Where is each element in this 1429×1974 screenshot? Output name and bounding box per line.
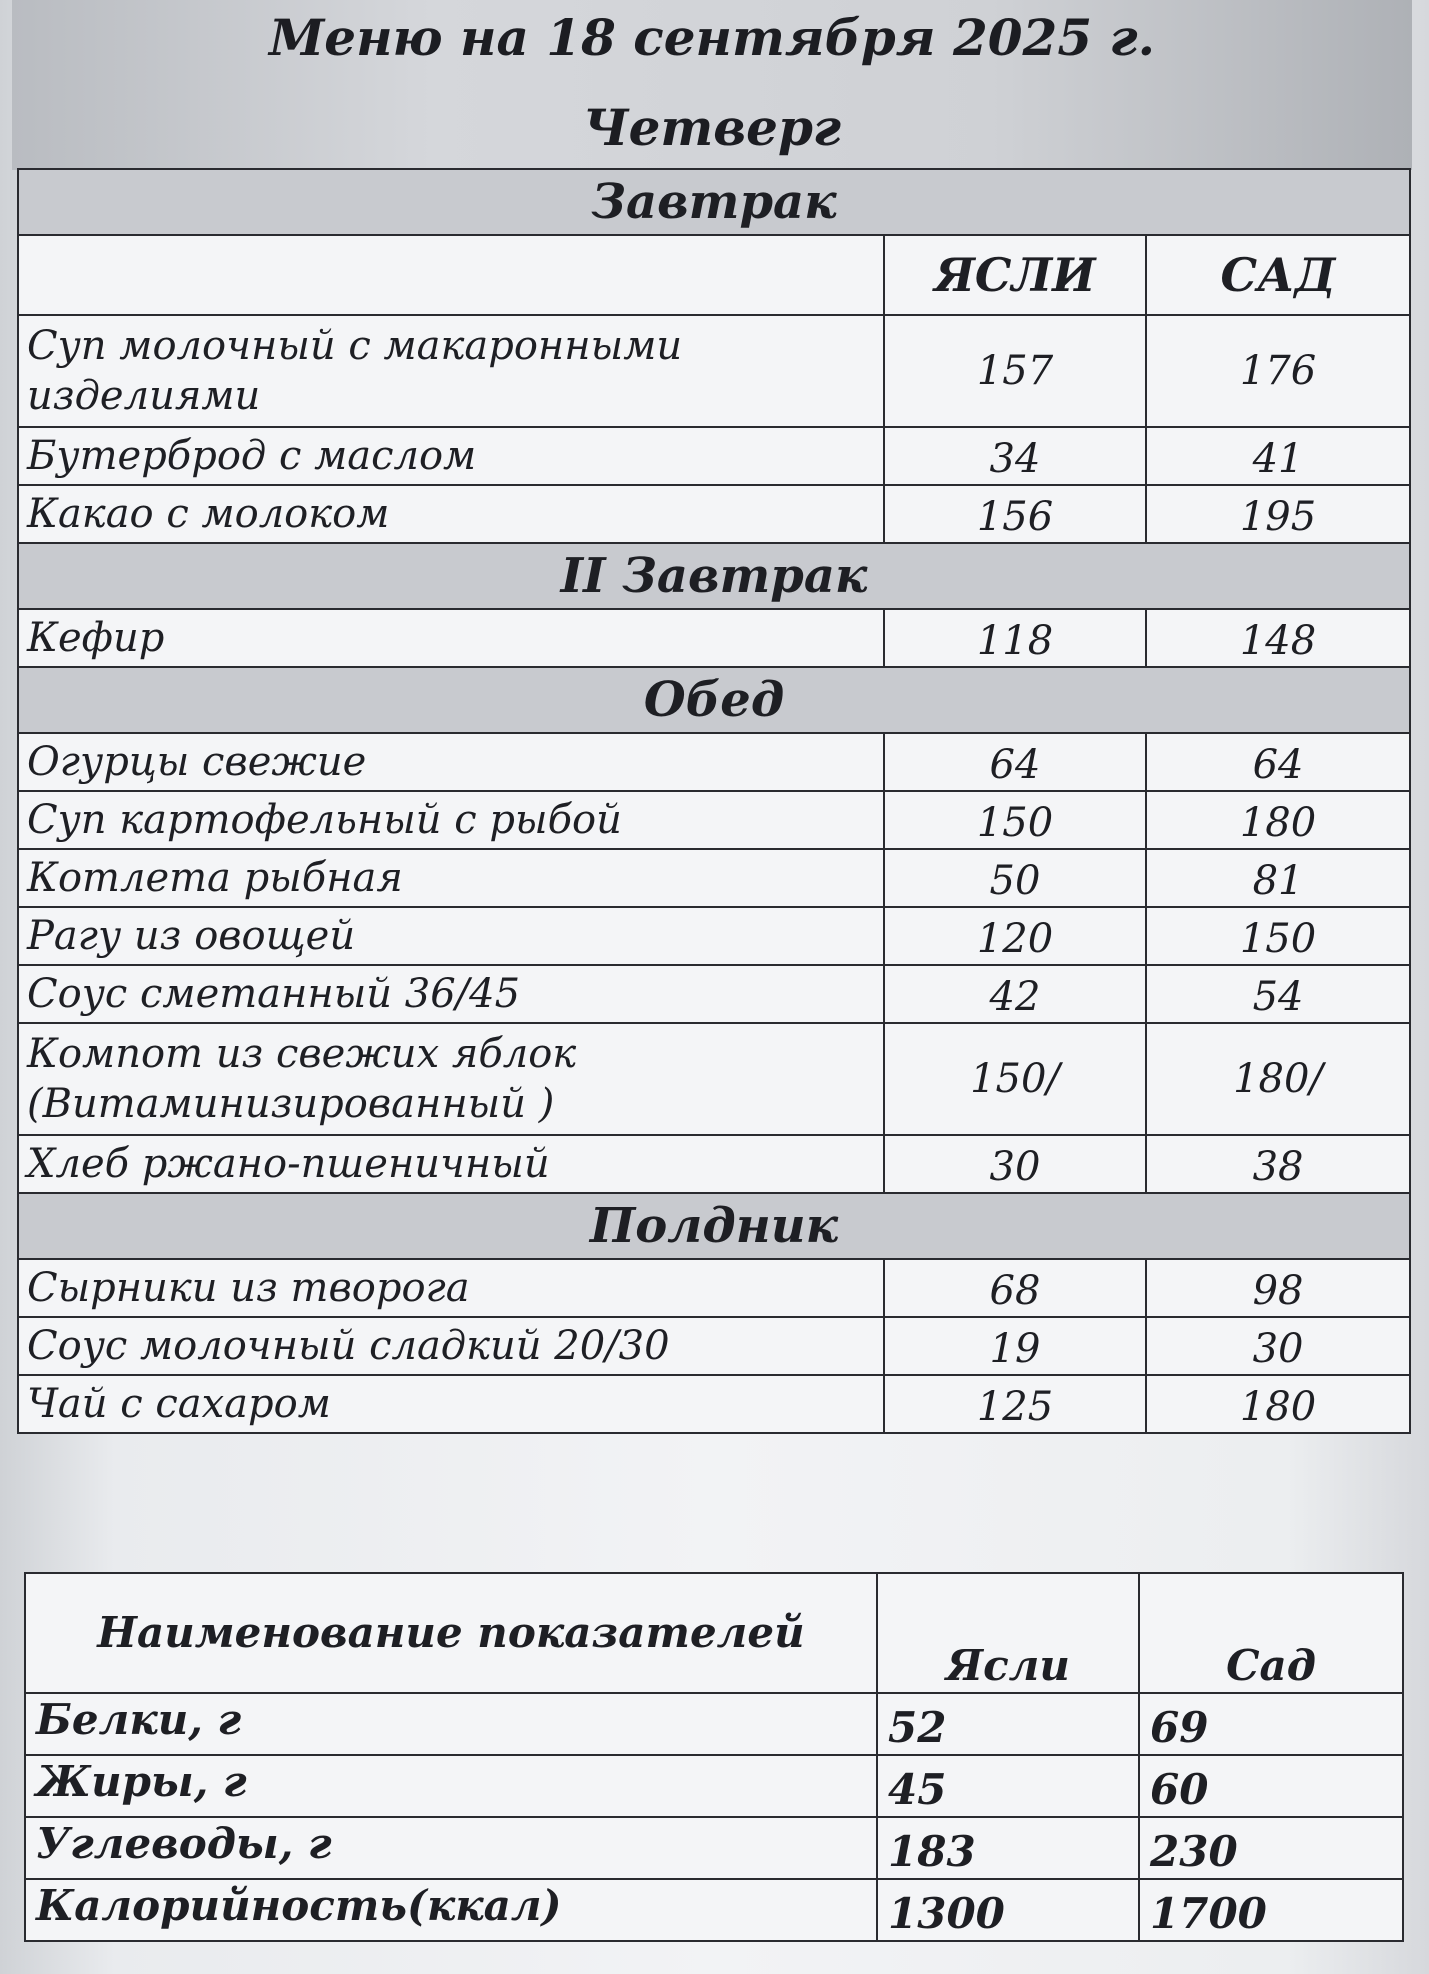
header-nursery: ЯСЛИ bbox=[884, 235, 1146, 315]
table-row bbox=[18, 315, 1410, 427]
kindergarten-portion: 180 bbox=[1146, 1375, 1410, 1433]
table-row bbox=[18, 1135, 1410, 1193]
nutrition-row bbox=[25, 1817, 1403, 1879]
menu-sheet bbox=[12, 0, 1412, 1974]
section-title: II Завтрак bbox=[18, 543, 1410, 609]
table-row bbox=[18, 965, 1410, 1023]
menu-title: Меню на 18 сентября 2025 г. bbox=[268, 8, 1156, 67]
table-row bbox=[18, 791, 1410, 849]
kindergarten-portion: 148 bbox=[1146, 609, 1410, 667]
nutrition-header-kindergarten: Сад bbox=[1139, 1573, 1403, 1693]
dish-name: Чай с сахаром bbox=[18, 1375, 884, 1433]
kindergarten-portion: 64 bbox=[1146, 733, 1410, 791]
dish-name: Бутерброд с маслом bbox=[18, 427, 884, 485]
nursery-portion: 68 bbox=[884, 1259, 1146, 1317]
kindergarten-portion: 150 bbox=[1146, 907, 1410, 965]
nutrition-row bbox=[25, 1879, 1403, 1941]
nutrition-header-name: Наименование показателей bbox=[25, 1573, 877, 1693]
kindergarten-value: 230 bbox=[1139, 1817, 1403, 1879]
nutrition-row bbox=[25, 1693, 1403, 1755]
nursery-portion: 150/ bbox=[884, 1023, 1146, 1135]
nursery-value: 1300 bbox=[877, 1879, 1139, 1941]
section-lunch bbox=[18, 667, 1410, 733]
section-second-breakfast bbox=[18, 543, 1410, 609]
nutrition-table bbox=[24, 1572, 1404, 1942]
kindergarten-portion: 41 bbox=[1146, 427, 1410, 485]
nutrition-header-nursery: Ясли bbox=[877, 1573, 1139, 1693]
nursery-portion: 30 bbox=[884, 1135, 1146, 1193]
nursery-portion: 157 bbox=[884, 315, 1146, 427]
menu-day: Четверг bbox=[582, 98, 842, 157]
nursery-portion: 125 bbox=[884, 1375, 1146, 1433]
dish-name: Соус сметанный 36/45 bbox=[18, 965, 884, 1023]
nursery-portion: 150 bbox=[884, 791, 1146, 849]
table-row bbox=[18, 1375, 1410, 1433]
dish-name: Сырники из творога bbox=[18, 1259, 884, 1317]
dish-name: Огурцы свежие bbox=[18, 733, 884, 791]
column-header-row bbox=[18, 235, 1410, 315]
nursery-value: 183 bbox=[877, 1817, 1139, 1879]
header-blank bbox=[18, 235, 884, 315]
nutrient-name: Углеводы, г bbox=[25, 1817, 877, 1879]
dish-name: Кефир bbox=[18, 609, 884, 667]
nutrition-row bbox=[25, 1755, 1403, 1817]
header-kindergarten: САД bbox=[1146, 235, 1410, 315]
dish-name: Суп картофельный с рыбой bbox=[18, 791, 884, 849]
nutrient-name: Калорийность(ккал) bbox=[25, 1879, 877, 1941]
dish-name: Котлета рыбная bbox=[18, 849, 884, 907]
nursery-portion: 34 bbox=[884, 427, 1146, 485]
nursery-value: 52 bbox=[877, 1693, 1139, 1755]
dish-name: Компот из свежих яблок (Витаминизированный ) bbox=[18, 1023, 884, 1135]
nutrient-name: Жиры, г bbox=[25, 1755, 877, 1817]
dish-name: Суп молочный с макаронными изделиями bbox=[18, 315, 884, 427]
section-title: Полдник bbox=[18, 1193, 1410, 1259]
section-title: Завтрак bbox=[18, 169, 1410, 235]
nursery-portion: 64 bbox=[884, 733, 1146, 791]
nursery-portion: 120 bbox=[884, 907, 1146, 965]
table-row bbox=[18, 485, 1410, 543]
kindergarten-value: 69 bbox=[1139, 1693, 1403, 1755]
kindergarten-portion: 38 bbox=[1146, 1135, 1410, 1193]
kindergarten-portion: 176 bbox=[1146, 315, 1410, 427]
kindergarten-value: 1700 bbox=[1139, 1879, 1403, 1941]
table-row bbox=[18, 733, 1410, 791]
table-row bbox=[18, 1317, 1410, 1375]
table-row bbox=[18, 907, 1410, 965]
kindergarten-portion: 195 bbox=[1146, 485, 1410, 543]
dish-name: Какао с молоком bbox=[18, 485, 884, 543]
table-row bbox=[18, 1259, 1410, 1317]
kindergarten-portion: 81 bbox=[1146, 849, 1410, 907]
title-block bbox=[12, 0, 1412, 170]
section-breakfast bbox=[18, 169, 1410, 235]
table-row bbox=[18, 1023, 1410, 1135]
kindergarten-portion: 30 bbox=[1146, 1317, 1410, 1375]
table-row bbox=[18, 427, 1410, 485]
kindergarten-value: 60 bbox=[1139, 1755, 1403, 1817]
nursery-portion: 50 bbox=[884, 849, 1146, 907]
nutrition-header-row bbox=[25, 1573, 1403, 1693]
nutrient-name: Белки, г bbox=[25, 1693, 877, 1755]
nursery-portion: 156 bbox=[884, 485, 1146, 543]
nursery-portion: 118 bbox=[884, 609, 1146, 667]
kindergarten-portion: 180 bbox=[1146, 791, 1410, 849]
nursery-portion: 42 bbox=[884, 965, 1146, 1023]
kindergarten-portion: 98 bbox=[1146, 1259, 1410, 1317]
table-row bbox=[18, 849, 1410, 907]
kindergarten-portion: 180/ bbox=[1146, 1023, 1410, 1135]
table-row bbox=[18, 609, 1410, 667]
dish-name: Соус молочный сладкий 20/30 bbox=[18, 1317, 884, 1375]
menu-table bbox=[17, 168, 1411, 1434]
dish-name: Хлеб ржано-пшеничный bbox=[18, 1135, 884, 1193]
nursery-value: 45 bbox=[877, 1755, 1139, 1817]
nursery-portion: 19 bbox=[884, 1317, 1146, 1375]
section-snack bbox=[18, 1193, 1410, 1259]
dish-name: Рагу из овощей bbox=[18, 907, 884, 965]
kindergarten-portion: 54 bbox=[1146, 965, 1410, 1023]
section-title: Обед bbox=[18, 667, 1410, 733]
